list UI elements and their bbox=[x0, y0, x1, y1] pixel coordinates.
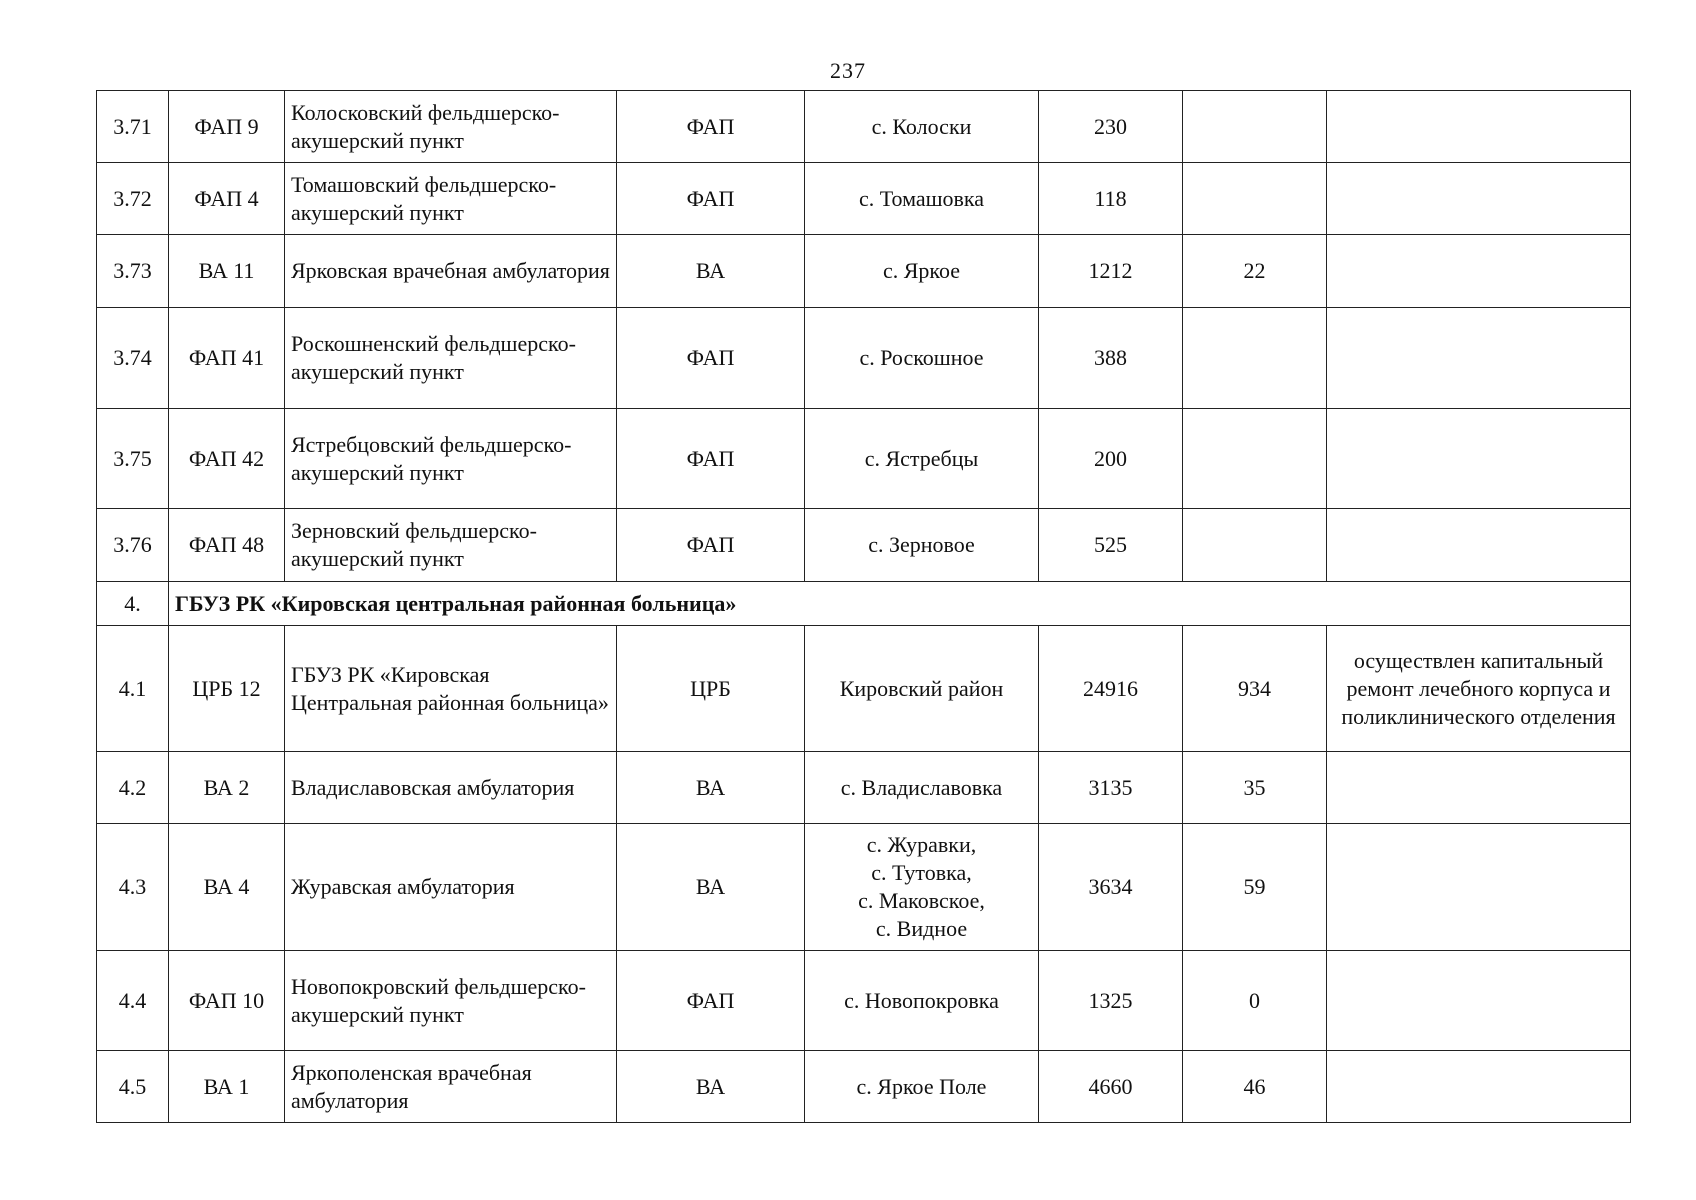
locality-cell bbox=[805, 626, 1039, 752]
count-value-cell bbox=[1183, 91, 1327, 163]
locality-line: с. Ястребцы bbox=[864, 445, 979, 471]
facility-code-cell: ФАП 41 bbox=[169, 308, 285, 409]
row-number-cell: 3.74 bbox=[97, 308, 169, 409]
facility-type-cell: ВА bbox=[617, 752, 805, 824]
facility-type-cell: ФАП bbox=[617, 308, 805, 409]
facility-type-cell: ФАП bbox=[617, 163, 805, 235]
locality-cell bbox=[805, 163, 1039, 235]
population-cell: 3634 bbox=[1039, 824, 1183, 951]
facility-code-cell: ВА 11 bbox=[169, 235, 285, 308]
page-number: 237 bbox=[830, 58, 866, 83]
locality-line: с. Новопокровка bbox=[844, 987, 999, 1013]
table-row bbox=[97, 752, 1631, 824]
facility-name-cell: Томашовский фельдшерско-акушерский пункт bbox=[285, 163, 617, 235]
count-value-cell: 0 bbox=[1183, 951, 1327, 1051]
facility-name-cell: ГБУЗ РК «Кировская Центральная районная больница» bbox=[285, 626, 617, 752]
count-value-cell: 22 bbox=[1183, 235, 1327, 308]
locality-cell bbox=[805, 91, 1039, 163]
count-value-cell: 934 bbox=[1183, 626, 1327, 752]
facility-type-cell: ФАП bbox=[617, 509, 805, 582]
population-cell: 1325 bbox=[1039, 951, 1183, 1051]
locality-line: Кировский район bbox=[839, 675, 1004, 701]
facility-name-cell: Журавская амбулатория bbox=[285, 824, 617, 951]
table-row bbox=[97, 951, 1631, 1051]
note-cell: осуществлен капитальный ремонт лечебного корпуса и поликлинического отделения bbox=[1327, 626, 1631, 752]
locality-line: с. Зерновое bbox=[868, 532, 975, 557]
row-number-cell: 4.3 bbox=[97, 824, 169, 951]
note-cell bbox=[1327, 824, 1631, 951]
table-row bbox=[97, 235, 1631, 308]
locality-line: с. Колоски bbox=[871, 113, 972, 139]
facility-code-cell: ЦРБ 12 bbox=[169, 626, 285, 752]
count-value-cell bbox=[1183, 308, 1327, 409]
count-value-cell bbox=[1183, 163, 1327, 235]
facility-name-cell: Владиславовская амбулатория bbox=[285, 752, 617, 824]
row-number-cell: 3.76 bbox=[97, 509, 169, 582]
note-cell bbox=[1327, 951, 1631, 1051]
population-cell: 4660 bbox=[1039, 1051, 1183, 1123]
row-number-cell: 3.72 bbox=[97, 163, 169, 235]
facility-code-cell: ФАП 10 bbox=[169, 951, 285, 1051]
population-cell: 118 bbox=[1039, 163, 1183, 235]
locality-line: с. Владиславовка bbox=[840, 774, 1003, 800]
table-row bbox=[97, 409, 1631, 509]
locality-cell bbox=[805, 409, 1039, 509]
row-number-cell: 3.71 bbox=[97, 91, 169, 163]
locality-line: с. Роскошное bbox=[859, 345, 984, 370]
facility-name-cell: Ярковская врачебная амбулатория bbox=[285, 235, 617, 308]
locality-cell bbox=[805, 235, 1039, 308]
facility-name-cell: Зерновский фельдшерско-акушерский пункт bbox=[285, 509, 617, 582]
facility-code-cell: ФАП 9 bbox=[169, 91, 285, 163]
locality-cell bbox=[805, 509, 1039, 582]
row-number-cell: 4.1 bbox=[97, 626, 169, 752]
locality-cell bbox=[805, 308, 1039, 409]
facility-code-cell: ФАП 42 bbox=[169, 409, 285, 509]
facility-code-cell: ФАП 4 bbox=[169, 163, 285, 235]
facility-type-cell: ВА bbox=[617, 235, 805, 308]
population-cell: 3135 bbox=[1039, 752, 1183, 824]
note-cell bbox=[1327, 308, 1631, 409]
count-value-cell bbox=[1183, 509, 1327, 582]
population-cell: 525 bbox=[1039, 509, 1183, 582]
facility-name-cell: Новопокровский фельдшерско- акушерский пункт bbox=[285, 951, 617, 1051]
count-value-cell: 46 bbox=[1183, 1051, 1327, 1123]
locality-line: с. Яркое bbox=[882, 258, 961, 283]
facility-type-cell: ВА bbox=[617, 824, 805, 951]
row-number-cell: 4.4 bbox=[97, 951, 169, 1051]
note-cell bbox=[1327, 235, 1631, 308]
row-number-cell: 4.5 bbox=[97, 1051, 169, 1123]
table-row bbox=[97, 626, 1631, 752]
facility-type-cell: ФАП bbox=[617, 951, 805, 1051]
locality-line: с. Яркое Поле bbox=[856, 1073, 987, 1099]
locality-cell bbox=[805, 951, 1039, 1051]
row-number-cell: 3.75 bbox=[97, 409, 169, 509]
table-row bbox=[97, 163, 1631, 235]
locality-cell bbox=[805, 752, 1039, 824]
note-cell bbox=[1327, 163, 1631, 235]
locality-line: с. Журавки, bbox=[866, 832, 977, 857]
facility-code-cell: ВА 2 bbox=[169, 752, 285, 824]
population-cell: 24916 bbox=[1039, 626, 1183, 752]
row-number-cell: 4.2 bbox=[97, 752, 169, 824]
note-cell bbox=[1327, 509, 1631, 582]
note-cell bbox=[1327, 91, 1631, 163]
locality-line: с. Томашовка bbox=[858, 185, 985, 211]
table-row bbox=[97, 1051, 1631, 1123]
section-row bbox=[97, 582, 1631, 626]
table-body bbox=[97, 91, 1631, 1123]
facility-name-cell: Колосковский фельдшерско-акушерский пункт bbox=[285, 91, 617, 163]
population-cell: 230 bbox=[1039, 91, 1183, 163]
count-value-cell bbox=[1183, 409, 1327, 509]
facility-type-cell: ВА bbox=[617, 1051, 805, 1123]
facility-code-cell: ВА 4 bbox=[169, 824, 285, 951]
row-number-cell: 3.73 bbox=[97, 235, 169, 308]
count-value-cell: 35 bbox=[1183, 752, 1327, 824]
locality-line: с. Видное bbox=[875, 916, 968, 941]
facility-type-cell: ЦРБ bbox=[617, 626, 805, 752]
note-cell bbox=[1327, 409, 1631, 509]
locality-line: с. Тутовка, bbox=[871, 860, 972, 885]
facility-code-cell: ФАП 48 bbox=[169, 509, 285, 582]
locality-cell bbox=[805, 824, 1039, 951]
facility-name-cell: Ястребцовский фельдшерско-акушерский пункт bbox=[285, 409, 617, 509]
facility-code-cell: ВА 1 bbox=[169, 1051, 285, 1123]
facility-name-cell: Яркополенская врачебная амбулатория bbox=[285, 1051, 617, 1123]
section-number: 4. bbox=[97, 582, 169, 626]
count-value-cell: 59 bbox=[1183, 824, 1327, 951]
facility-type-cell: ФАП bbox=[617, 91, 805, 163]
table-row bbox=[97, 308, 1631, 409]
table-row bbox=[97, 91, 1631, 163]
note-cell bbox=[1327, 1051, 1631, 1123]
population-cell: 388 bbox=[1039, 308, 1183, 409]
facility-name-cell: Роскошненский фельдшерско-акушерский пункт bbox=[285, 308, 617, 409]
population-cell: 1212 bbox=[1039, 235, 1183, 308]
facility-type-cell: ФАП bbox=[617, 409, 805, 509]
table-row bbox=[97, 509, 1631, 582]
population-cell: 200 bbox=[1039, 409, 1183, 509]
table-row bbox=[97, 824, 1631, 951]
locality-cell bbox=[805, 1051, 1039, 1123]
note-cell bbox=[1327, 752, 1631, 824]
facilities-table bbox=[96, 90, 1631, 1123]
section-title: ГБУЗ РК «Кировская центральная районная больница» bbox=[169, 582, 1631, 626]
locality-line: с. Маковское, bbox=[858, 888, 985, 913]
